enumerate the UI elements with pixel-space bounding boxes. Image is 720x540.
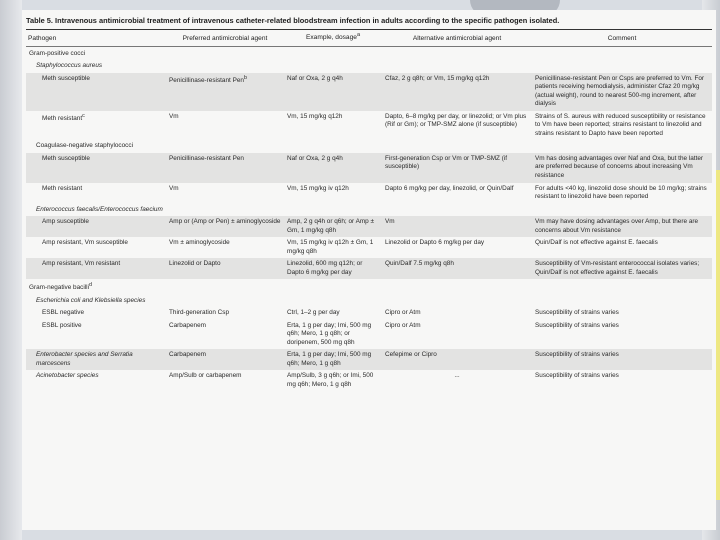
section-gram-positive: Gram-positive cocci [26, 46, 712, 60]
cell-preferred-text: Penicillinase-resistant Pen [169, 76, 244, 84]
treatment-table [26, 30, 712, 391]
cell-pathogen: Enterobacter species and Serratia marcescens [26, 349, 166, 370]
cell-alternative: Cefepime or Cipro [382, 349, 532, 370]
table-sheet [22, 10, 716, 530]
subsection-coag-neg: Coagulase-negative staphylococci [36, 142, 133, 150]
background-left [0, 0, 22, 540]
subsection-ecoli: Escherichia coli and Klebsiella species [36, 296, 146, 304]
cell-example: Ctrl, 1–2 g per day [287, 309, 340, 317]
cell-alternative: Cipro or Atm [385, 309, 421, 317]
header-example [284, 30, 382, 46]
cell-pathogen: ESBL negative [42, 309, 85, 317]
table-row [26, 153, 712, 183]
cell-comment: Vm has dosing advantages over Naf and Oxa, but the latter are preferred because of concerns about increasing Vm resistance [532, 153, 712, 183]
cell-preferred: Carbapenem [169, 321, 206, 329]
cell-pathogen: Amp resistant, Vm susceptible [42, 239, 128, 247]
cell-comment: Penicillinase-resistant Pen or Csps are preferred to Vm. For patients receiving hemodialysis, administer Cfaz 20 mg/kg (actual weight), round to nearest 500-mg increment, after dialysis [532, 73, 712, 111]
table-row [26, 258, 712, 279]
cell-alternative: Quin/Dalf 7.5 mg/kg q8h [382, 258, 532, 279]
section-row [26, 46, 712, 60]
table-row [26, 370, 712, 391]
subsection-row [26, 204, 712, 217]
cell-preferred: Amp/Sulb or carbapenem [169, 372, 242, 380]
cell-pathogen: Amp susceptible [26, 216, 166, 237]
cell-example: Amp/Sulb, 3 g q6h; or Imi, 500 mg q6h; Mero, 1 g q8h [287, 372, 374, 388]
cell-example: Naf or Oxa, 2 g q4h [284, 153, 382, 183]
cell-footnote: c [82, 112, 85, 119]
section-footnote: d [89, 282, 92, 289]
cell-example: Erta, 1 g per day; Imi, 500 mg q6h; Mero, 1 g q8h; or doripenem, 500 mg q8h [287, 321, 372, 346]
cell-preferred: Amp or (Amp or Pen) ± aminoglycoside [166, 216, 284, 237]
cell-comment: Strains of S. aureus with reduced susceptibility or resistance to Vm have been reported; strains resistant to linezolid and strains resistant to Dapto have been reported [535, 112, 706, 137]
cell-pathogen: Meth resistant [42, 184, 83, 192]
cell-comment: Susceptibility of Vm-resistant enterococcal isolates varies; Quin/Dalf is not effective against E. faecalis [532, 258, 712, 279]
cell-pathogen: Acinetobacter species [36, 372, 99, 380]
header-example-footnote: a [356, 32, 360, 39]
subsection-row [26, 60, 712, 73]
cell-alternative: Dapto 6 mg/kg per day, linezolid, or Quin/Dalf [385, 184, 514, 192]
header-row [26, 30, 712, 46]
cell-pathogen: Meth susceptible [26, 73, 166, 111]
table-row [26, 111, 712, 141]
cell-pathogen [26, 111, 166, 141]
header-example-label: Example, dosage [305, 34, 357, 42]
table-row [26, 183, 712, 204]
subsection-row [26, 140, 712, 153]
table-row [26, 216, 712, 237]
cell-alternative: ... [454, 372, 460, 380]
section-gram-negative-label: Gram-negative bacilli [29, 284, 90, 292]
cell-comment: Susceptibility of strains varies [535, 309, 619, 317]
table-row [26, 237, 712, 258]
cell-example: Linezolid, 600 mg q12h; or Dapto 6 mg/kg per day [284, 258, 382, 279]
cell-comment: Susceptibility of strains varies [535, 372, 619, 380]
table-row [26, 320, 712, 350]
table-row [26, 307, 712, 320]
cell-alternative: Vm [382, 216, 532, 237]
cell-example: Amp, 2 g q4h or q6h; or Amp ± Gm, 1 mg/kg q8h [284, 216, 382, 237]
cell-example: Vm, 15 mg/kg iv q12h ± Gm, 1 mg/kg q8h [287, 239, 374, 255]
section-gram-negative [26, 279, 712, 295]
cell-comment: For adults <40 kg, linezolid dose should be 10 mg/kg; strains resistant to linezolid have been reported [535, 184, 707, 201]
cell-preferred: Carbapenem [166, 349, 284, 370]
subsection-row [26, 295, 712, 308]
table-row [26, 73, 712, 111]
cell-preferred: Penicillinase-resistant Pen [166, 153, 284, 183]
cell-pathogen: ESBL positive [42, 321, 82, 329]
cell-preferred: Vm [169, 112, 179, 120]
subsection-enterococcus: Enterococcus faecalis/Enterococcus faecium [36, 205, 163, 213]
section-row [26, 279, 712, 295]
header-comment: Comment [607, 34, 637, 42]
cell-example: Vm, 15 mg/kg q12h [287, 112, 343, 120]
cell-example: Naf or Oxa, 2 g q4h [284, 73, 382, 111]
cell-preferred: Vm [169, 184, 179, 192]
cell-alternative: Dapto, 6–8 mg/kg per day, or linezolid; or Vm plus (Rif or Gm); or TMP-SMZ alone (if susceptible) [385, 112, 527, 129]
cell-example: Vm, 15 mg/kg iv q12h [287, 184, 349, 192]
header-pathogen: Pathogen [28, 34, 57, 42]
cell-preferred: Linezolid or Dapto [166, 258, 284, 279]
cell-pathogen: Meth susceptible [26, 153, 166, 183]
header-alternative: Alternative antimicrobial agent [412, 34, 502, 42]
cell-alternative: Linezolid or Dapto 6 mg/kg per day [385, 239, 485, 247]
cell-comment: Susceptibility of strains varies [535, 321, 619, 329]
subsection-spacer [284, 295, 712, 308]
cell-preferred: Third-generation Csp [169, 309, 230, 317]
cell-footnote: b [243, 74, 247, 81]
table-row [26, 349, 712, 370]
cell-example: Erta, 1 g per day; Imi, 500 mg q6h; Mero, 1 g q8h [284, 349, 382, 370]
cell-comment: Vm may have dosing advantages over Amp, but there are concerns about Vm resistance [532, 216, 712, 237]
cell-comment: Susceptibility of strains varies [532, 349, 712, 370]
cell-pathogen: Amp resistant, Vm resistant [26, 258, 166, 279]
subsection-staph-aureus: Staphylococcus aureus [36, 62, 103, 70]
subsection-spacer [284, 204, 712, 217]
cell-alternative: Cipro or Atm [385, 321, 421, 329]
table-title: Table 5. Intravenous antimicrobial treatment of intravenous catheter-related bloodstream infection in adults according to the specific pathogen isolated. [26, 16, 560, 25]
cell-preferred [166, 73, 284, 111]
header-preferred: Preferred antimicrobial agent [182, 34, 268, 42]
cell-comment: Quin/Dalf is not effective against E. faecalis [535, 239, 658, 247]
cell-alternative: Cfaz, 2 g q8h; or Vm, 15 mg/kg q12h [382, 73, 532, 111]
cell-pathogen-text: Meth resistant [42, 115, 83, 123]
cell-preferred: Vm ± aminoglycoside [169, 239, 230, 247]
cell-alternative: First-generation Csp or Vm or TMP-SMZ (if susceptible) [382, 153, 532, 183]
